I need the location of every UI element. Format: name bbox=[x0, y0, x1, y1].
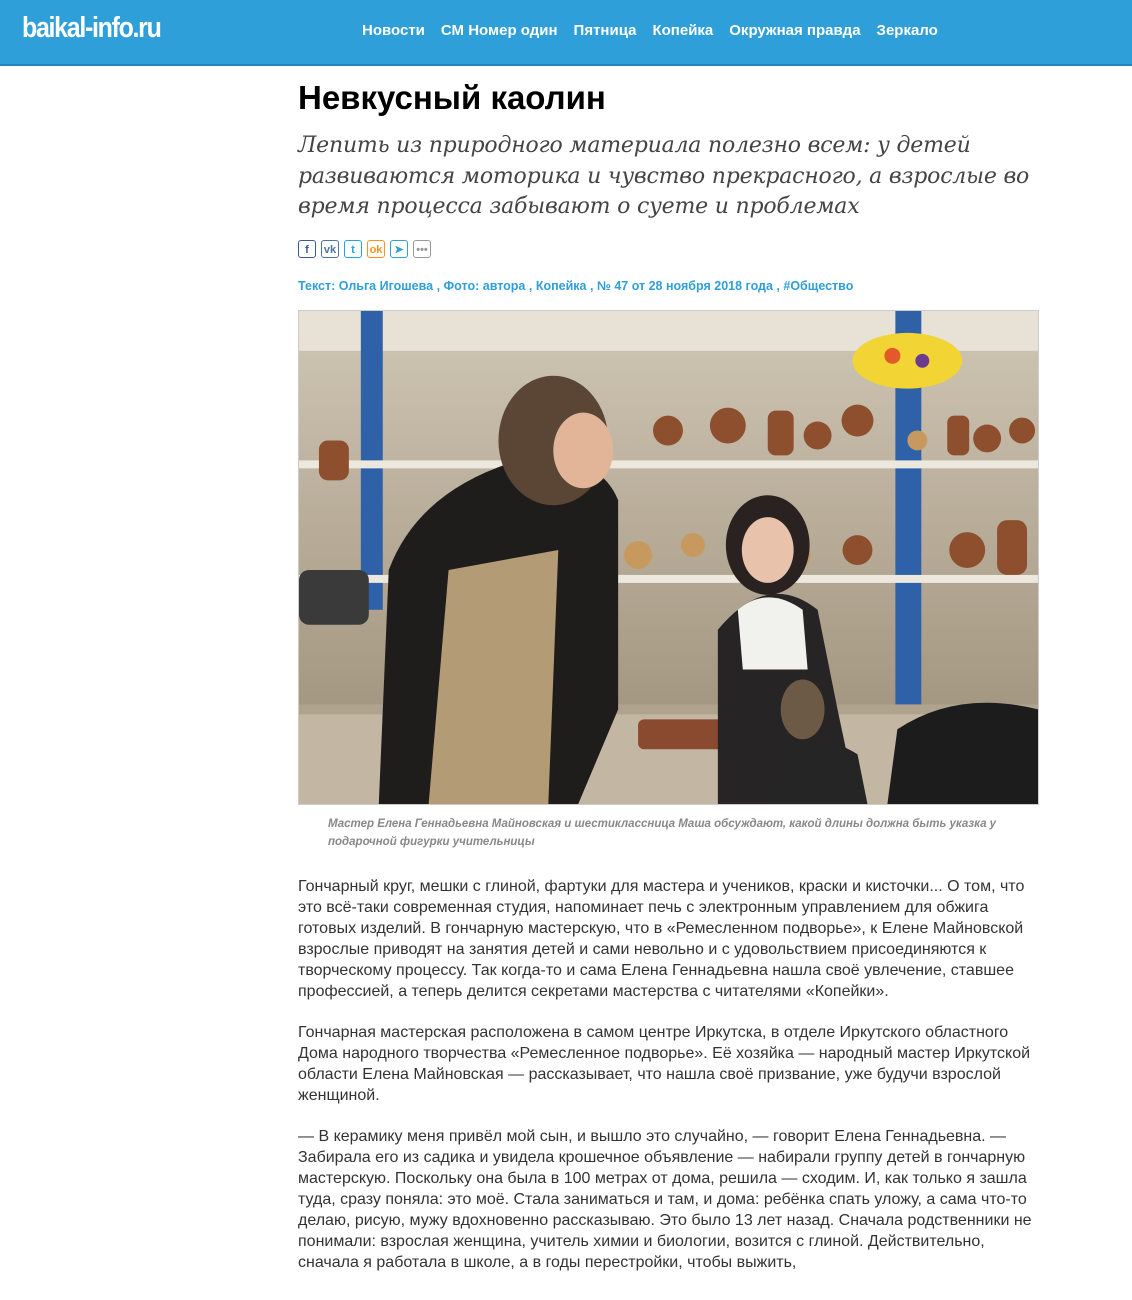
facebook-icon[interactable]: f bbox=[298, 240, 316, 258]
article-body bbox=[298, 876, 1040, 1273]
body-paragraph: Гончарная мастерская расположена в самом центре Иркутска, в отделе Иркутского областного Дома народного творчества «Ремесленное подворье». Её хозяйка — народный мастер Иркутской области Елена Майновская — рассказывает, что нашла своё призвание, уже будучи взрослой женщиной. bbox=[298, 1023, 1031, 1104]
nav-item-kopeyka[interactable]: Копейка bbox=[652, 22, 714, 39]
vk-icon[interactable]: vk bbox=[321, 240, 339, 258]
body-paragraph: Гончарный круг, мешки с глиной, фартуки для мастера и учеников, краски и кисточки... О том, что это всё-таки современная студия, напоминает печь с электронным управлением для обжига готовых изделий. В гончарную мастерскую, что в «Ремесленном подворье», к Елене Майновской взрослые приводят на занятия детей и сами невольно и с удовольствием присоединяются к творческому процессу. Так когда-то и сама Елена Геннадьевна нашла своё увлечение, ставшее профессией, а теперь делится секретами мастерства с читателями «Копейки». bbox=[298, 877, 1025, 1000]
body-paragraph: — В керамику меня привёл мой сын, и вышло это случайно, — говорит Елена Геннадьевна. — Забирала его из садика и увидела крошечное объявление — набирали группу детей в гончарную мастерскую. Поскольку она была в 100 метрах от дома, решила — сходим. И, как только я зашла туда, сразу поняла: это моё. Стала заниматься и там, и дома: ребёнка спать уложу, а сама что-то делаю, рисую, мужу вдохновенно рассказываю. Это было 13 лет назад. Сначала родственники не понимали: взрослая женщина, учитель химии и биологии, возится с глиной. Действительно, сначала я работала в школе, а в годы перестройки, чтобы выжить, bbox=[298, 1127, 1032, 1271]
main-nav bbox=[362, 22, 954, 39]
tag-link[interactable]: #Общество bbox=[783, 278, 854, 293]
meta-separator: , bbox=[525, 278, 536, 293]
article-meta bbox=[298, 278, 1040, 294]
twitter-icon[interactable]: t bbox=[344, 240, 362, 258]
nav-item-okruzhnaya-pravda[interactable]: Окружная правда bbox=[729, 22, 861, 39]
meta-separator: , bbox=[772, 278, 784, 293]
article-lead: Лепить из природного материала полезно всем: у детей развиваются моторика и чувство прекрасного, а взрослые во время процесса забывают о суете и проблемах bbox=[298, 133, 1030, 219]
share-buttons bbox=[298, 240, 1040, 260]
site-header bbox=[0, 0, 1132, 66]
photo-caption: Мастер Елена Геннадьевна Майновская и шестиклассница Маша обсуждают, какой длины должна быть указка у подарочной фигурки учительницы bbox=[328, 817, 997, 848]
nav-item-pyatnitsa[interactable]: Пятница bbox=[573, 22, 637, 39]
odnoklassniki-icon[interactable]: ok bbox=[367, 240, 385, 258]
paper-link[interactable]: Копейка bbox=[535, 278, 587, 293]
more-icon[interactable]: ••• bbox=[413, 240, 431, 258]
author-link[interactable]: Текст: Ольга Игошева bbox=[298, 278, 434, 293]
article-photo bbox=[298, 310, 1039, 805]
photo-credit-link[interactable]: Фото: автора bbox=[443, 278, 526, 293]
nav-item-zerkalo[interactable]: Зеркало bbox=[876, 22, 938, 39]
article bbox=[298, 66, 1040, 1293]
nav-item-news[interactable]: Новости bbox=[362, 22, 425, 39]
site-logo[interactable]: baikal-info.ru bbox=[22, 12, 161, 44]
meta-separator: , bbox=[433, 278, 444, 293]
meta-separator: , bbox=[586, 278, 597, 293]
article-title: Невкусный каолин bbox=[298, 79, 606, 116]
nav-item-sm-nomer-odin[interactable]: СМ Номер один bbox=[440, 22, 558, 39]
telegram-icon[interactable]: ➤ bbox=[390, 240, 408, 258]
issue-link[interactable]: № 47 от 28 ноября 2018 года bbox=[596, 278, 773, 293]
